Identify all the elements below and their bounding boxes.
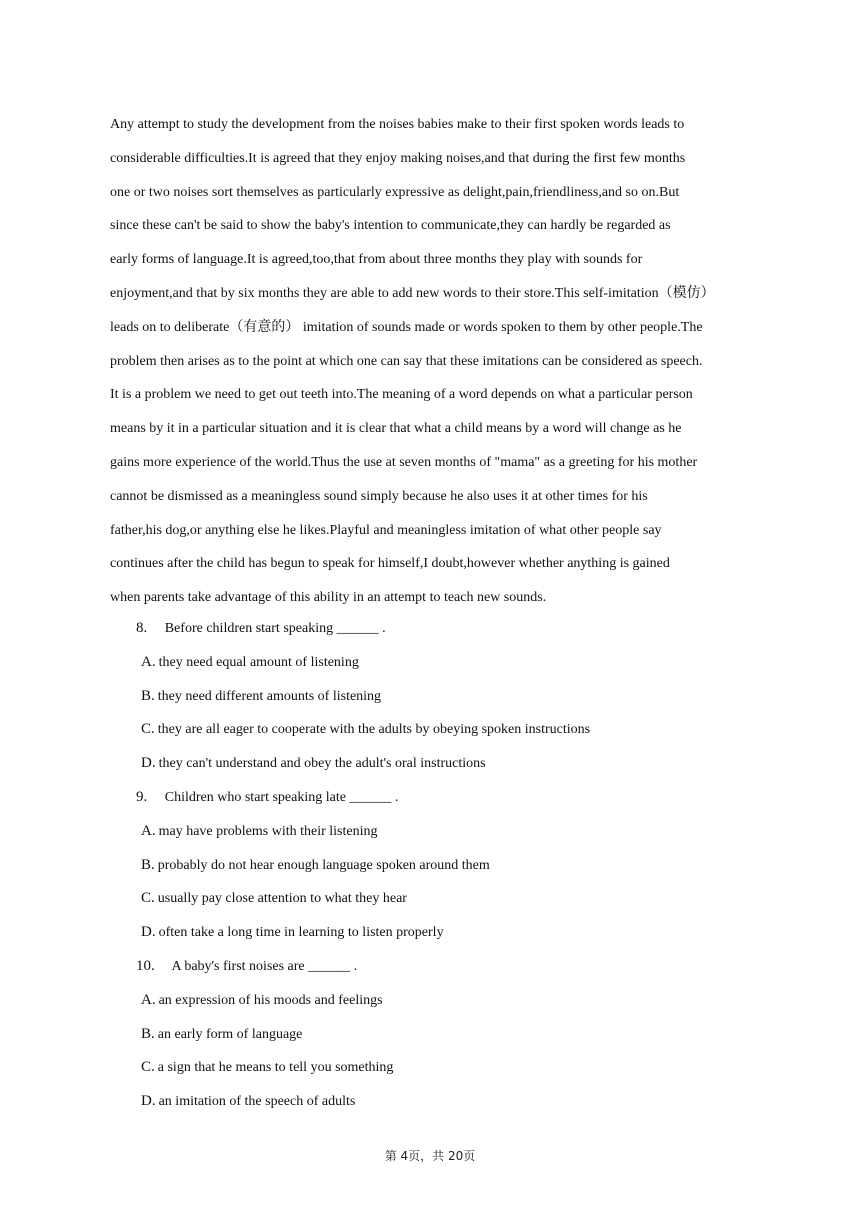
- option-text: may have problems with their listening: [158, 823, 378, 839]
- option-letter: B.: [141, 856, 155, 873]
- question-10-stem: [0, 950, 860, 984]
- option-letter: D.: [141, 1093, 156, 1110]
- question-text: Children who start speaking late ______ .: [164, 789, 399, 805]
- page-footer: 第 4页，共 20页: [384, 1149, 476, 1163]
- question-8-stem: [0, 612, 860, 646]
- passage-line: one or two noises sort themselves as particularly expressive as delight,pain,friendliness,and so on.But: [110, 184, 680, 200]
- question-10-option-a[interactable]: [0, 984, 860, 1018]
- question-text: Before children start speaking ______ .: [164, 621, 386, 636]
- option-letter: D.: [141, 924, 156, 941]
- question-text: A baby's first noises are ______ .: [171, 958, 358, 974]
- question-10-option-c[interactable]: [0, 1051, 860, 1085]
- option-letter: D.: [141, 755, 156, 772]
- question-8-option-b[interactable]: [0, 680, 860, 714]
- question-8-option-d[interactable]: [0, 747, 860, 781]
- question-number: 10.: [136, 957, 155, 974]
- question-10-option-b[interactable]: [0, 1018, 860, 1052]
- option-text: often take a long time in learning to listen properly: [158, 925, 444, 941]
- option-text: they can't understand and obey the adult's oral instructions: [158, 756, 486, 772]
- question-list: [0, 612, 860, 1119]
- option-text: they need equal amount of listening: [158, 654, 359, 670]
- option-text: probably do not hear enough language spoken around them: [157, 857, 490, 873]
- question-9-option-b[interactable]: [0, 849, 860, 883]
- question-9-option-c[interactable]: [0, 882, 860, 916]
- option-letter: B.: [141, 1025, 155, 1042]
- option-letter: B.: [141, 687, 155, 704]
- passage-line: gains more experience of the world.Thus the use at seven months of "mama" as a greeting for his mother: [110, 454, 698, 470]
- passage-line: means by it in a particular situation and it is clear that what a child means by a word will change as he: [110, 421, 682, 437]
- option-letter: A.: [141, 822, 156, 839]
- passage-line: continues after the child has begun to speak for himself,I doubt,however whether anything is gained: [110, 556, 670, 572]
- option-text: an imitation of the speech of adults: [158, 1094, 356, 1110]
- option-text: a sign that he means to tell you something: [157, 1060, 394, 1076]
- passage-line: It is a problem we need to get out teeth into.The meaning of a word depends on what a particular person: [110, 387, 693, 403]
- question-9-option-d[interactable]: [0, 916, 860, 950]
- passage-line: father,his dog,or anything else he likes.Playful and meaningless imitation of what other people say: [110, 522, 662, 538]
- question-8-option-a[interactable]: [0, 646, 860, 680]
- option-text: they need different amounts of listening: [157, 688, 382, 704]
- question-9-option-a[interactable]: [0, 815, 860, 849]
- passage-line: considerable difficulties.It is agreed that they enjoy making noises,and that during the first few months: [110, 150, 686, 166]
- passage-line: leads on to deliberate（有意的） imitation of sounds made or words spoken to them by other people.The: [110, 319, 703, 335]
- option-text: they are all eager to cooperate with the adults by obeying spoken instructions: [157, 722, 591, 738]
- option-text: an expression of his moods and feelings: [158, 992, 383, 1008]
- passage-line: Any attempt to study the development from the noises babies make to their first spoken words leads to: [110, 117, 685, 132]
- question-number: 8.: [136, 620, 148, 636]
- passage-line: enjoyment,and that by six months they are able to add new words to their store.This self-imitation（模仿）: [110, 285, 715, 301]
- option-letter: C.: [141, 890, 155, 907]
- passage-line: early forms of language.It is agreed,too,that from about three months they play with sounds for: [110, 252, 643, 268]
- option-letter: A.: [141, 991, 156, 1008]
- question-10-option-d[interactable]: [0, 1085, 860, 1119]
- passage-line: since these can't be said to show the baby's intention to communicate,they can hardly be regarded as: [110, 218, 671, 234]
- reading-passage: [110, 108, 790, 615]
- option-letter: C.: [141, 721, 155, 738]
- passage-line: cannot be dismissed as a meaningless sound simply because he also uses it at other times for his: [110, 488, 648, 504]
- option-text: usually pay close attention to what they hear: [157, 891, 407, 907]
- option-letter: C.: [141, 1059, 155, 1076]
- question-number: 9.: [136, 788, 148, 805]
- question-8-option-c[interactable]: [0, 713, 860, 747]
- question-9-stem: [0, 781, 860, 815]
- passage-line: problem then arises as to the point at which one can say that these imitations can be considered as speech.: [110, 353, 703, 369]
- option-letter: A.: [141, 653, 156, 670]
- passage-line: when parents take advantage of this ability in an attempt to teach new sounds.: [110, 590, 547, 606]
- option-text: an early form of language: [157, 1026, 303, 1042]
